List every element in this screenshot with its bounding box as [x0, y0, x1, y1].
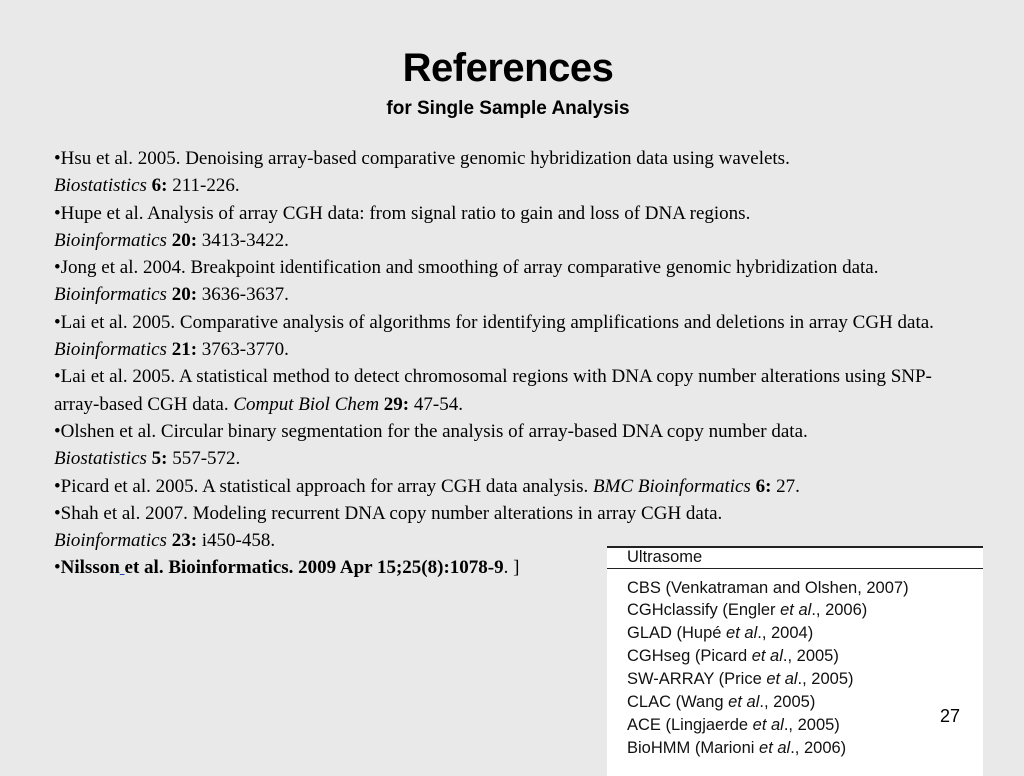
table-header: Ultrasome: [627, 548, 703, 566]
reference-lead: Shah et al. 2007. Modeling recurrent DNA copy number alterations in array CGH data.: [60, 502, 723, 524]
bullet-icon: [54, 421, 61, 442]
reference-pages: 211-226.: [172, 175, 240, 197]
table-row: CGHclassify (Engler et al., 2006): [627, 601, 868, 619]
table-row: CLAC (Wang et al., 2005): [627, 693, 816, 711]
reference-volume: 29:: [383, 393, 410, 415]
table-header-rule: [607, 568, 983, 569]
page-number: 27: [940, 706, 961, 726]
bullet-icon: [54, 476, 61, 497]
reference-volume: 5:: [151, 448, 168, 470]
reference-volume: 20:: [171, 229, 198, 251]
reference-journal: Bioinformatics: [54, 284, 167, 306]
reference-lead: Olshen et al. Circular binary segmentation for the analysis of array-based DNA copy number data.: [60, 420, 808, 442]
reference-journal: Bioinformatics: [54, 229, 167, 251]
reference-volume: 21:: [171, 339, 198, 361]
reference-lead: Jong et al. 2004. Breakpoint identification and smoothing of array comparative genomic hybridization data.: [60, 257, 879, 279]
table-row: SW-ARRAY (Price et al., 2005): [627, 670, 854, 688]
reference-volume: 6:: [755, 475, 772, 497]
slide-subtitle: for Single Sample Analysis: [386, 98, 630, 119]
reference-pages: 47-54.: [413, 393, 463, 415]
reference-journal: Comput Biol Chem: [233, 393, 380, 415]
reference-journal: Bioinformatics: [54, 339, 167, 361]
table-row: ACE (Lingjaerde et al., 2005): [627, 716, 840, 734]
table-row: CGHseg (Picard et al., 2005): [627, 647, 839, 665]
reference-list: [54, 145, 974, 582]
reference-journal: Bioinformatics: [54, 530, 167, 552]
reference-lead: Lai et al. 2005. A statistical method to detect chromosomal regions with DNA copy number alterations using SNP-array-based CGH data.: [54, 366, 932, 415]
bullet-icon: [54, 366, 61, 387]
reference-item: [54, 473, 974, 500]
reference-item: [54, 309, 974, 364]
table-row: CBS (Venkatraman and Olshen, 2007): [627, 579, 909, 597]
reference-pages: 3413-3422.: [201, 229, 289, 251]
reference-pages: 3763-3770.: [201, 339, 289, 361]
reference-lead: Picard et al. 2005. A statistical approach for array CGH data analysis.: [60, 475, 589, 497]
reference-pages: 27.: [776, 475, 800, 497]
reference-item: [54, 418, 974, 473]
reference-citation: et al. Bioinformatics. 2009 Apr 15;25(8):1078-9: [124, 557, 504, 579]
reference-lead: Lai et al. 2005. Comparative analysis of algorithms for identifying amplifications and deletions in array CGH data.: [60, 311, 934, 333]
table-row: GLAD (Hupé et al., 2004): [627, 624, 814, 642]
reference-volume: 23:: [171, 530, 198, 552]
bullet-icon: [54, 503, 61, 524]
reference-volume: 6:: [151, 175, 168, 197]
bullet-icon: [54, 557, 61, 578]
slide-title: References: [402, 46, 614, 90]
reference-pages: 3636-3637.: [201, 284, 289, 306]
reference-author-link[interactable]: Nilsson: [60, 557, 120, 579]
bullet-icon: [54, 203, 61, 224]
reference-item: [54, 363, 974, 418]
bullet-icon: [54, 312, 61, 333]
reference-pages: i450-458.: [201, 530, 276, 552]
reference-journal: Biostatistics: [54, 175, 147, 197]
reference-item: [54, 200, 974, 255]
reference-item: [54, 254, 974, 309]
reference-volume: 20:: [171, 284, 198, 306]
reference-lead: Hupe et al. Analysis of array CGH data: from signal ratio to gain and loss of DNA regions.: [60, 202, 751, 224]
reference-lead: Hsu et al. 2005. Denoising array-based comparative genomic hybridization data using wavelets.: [60, 148, 790, 169]
bullet-icon: [54, 257, 61, 278]
reference-journal: BMC Bioinformatics: [593, 475, 751, 497]
reference-pages: 557-572.: [172, 448, 241, 470]
bullet-icon: [54, 148, 61, 169]
reference-item: [54, 145, 974, 200]
reference-trail: . ]: [503, 557, 520, 579]
table-row: BioHMM (Marioni et al., 2006): [627, 739, 847, 757]
reference-journal: Biostatistics: [54, 448, 147, 470]
methods-table-image: [607, 546, 983, 776]
